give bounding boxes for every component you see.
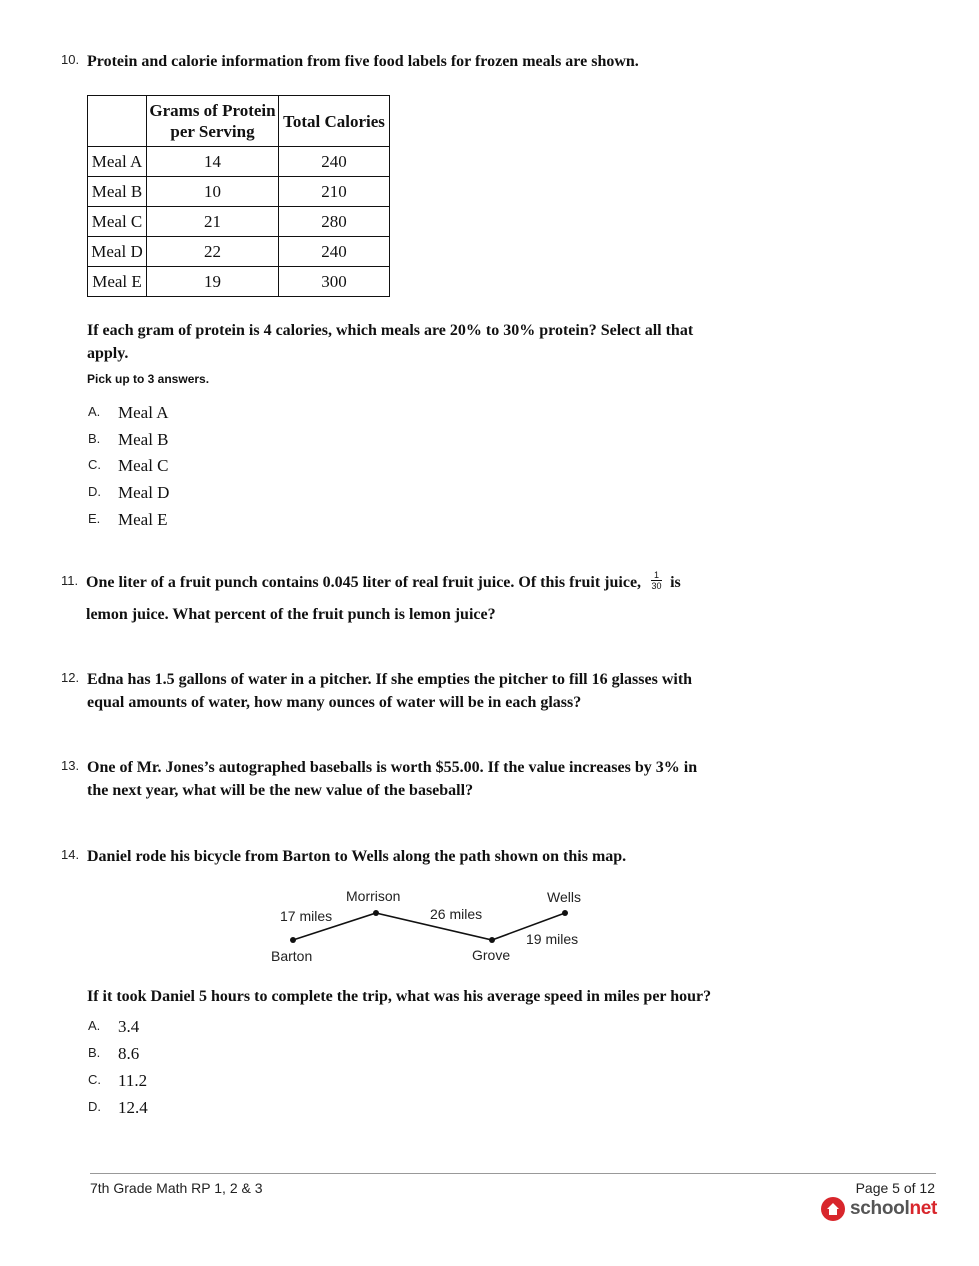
question-11-text-part1: One liter of a fruit punch contains 0.045 liter of real fruit juice. Of this fruit juice, xyxy=(86,574,642,591)
distance-grove-wells: 19 miles xyxy=(526,931,579,947)
table-header-calories: Total Calories xyxy=(279,96,390,147)
wells-point xyxy=(562,910,568,916)
town-barton: Barton xyxy=(271,948,313,964)
barton-point xyxy=(290,937,296,943)
option-letter: C. xyxy=(88,1072,101,1087)
morrison-point xyxy=(373,910,379,916)
logo-text-school: school xyxy=(850,1198,910,1219)
question-10-prompt-line1: If each gram of protein is 4 calories, which meals are 20% to 30% protein? Select all that xyxy=(87,322,694,339)
fraction-numerator: 1 xyxy=(651,570,662,581)
question-11-line1 xyxy=(86,571,681,594)
option-text: Meal B xyxy=(118,430,169,449)
table-cell-calories: 280 xyxy=(279,207,390,237)
table-cell-calories: 210 xyxy=(279,177,390,207)
town-grove: Grove xyxy=(472,947,511,963)
option-letter: E. xyxy=(88,511,101,526)
question-10-text: Protein and calorie information from five food labels for frozen meals are shown. xyxy=(87,53,639,70)
table-header-row xyxy=(88,96,390,147)
route-map xyxy=(260,880,600,970)
distance-morrison-grove: 26 miles xyxy=(430,906,483,922)
option-text: Meal E xyxy=(118,510,168,529)
table-cell-meal: Meal E xyxy=(88,267,147,297)
option-text: 12.4 xyxy=(118,1098,148,1117)
town-wells: Wells xyxy=(547,889,581,905)
table-header-protein-line1: Grams of Protein xyxy=(149,101,276,120)
footer-divider xyxy=(90,1173,936,1174)
table-row xyxy=(88,237,390,267)
question-14-text: Daniel rode his bicycle from Barton to Wells along the path shown on this map. xyxy=(87,848,627,865)
option-text: 11.2 xyxy=(118,1071,148,1090)
option-text: Meal D xyxy=(118,483,170,502)
question-12-line1: Edna has 1.5 gallons of water in a pitcher. If she empties the pitcher to fill 16 glasses with xyxy=(87,671,693,688)
option-letter: D. xyxy=(88,484,101,499)
option-letter: D. xyxy=(88,1099,101,1114)
question-10-number: 10. xyxy=(61,52,80,67)
table-header-empty xyxy=(88,96,147,147)
table-cell-meal: Meal B xyxy=(88,177,147,207)
answer-limit-hint: Pick up to 3 answers. xyxy=(87,372,210,386)
fraction-one-thirtieth xyxy=(651,570,662,591)
option-letter: A. xyxy=(88,1018,101,1033)
table-row xyxy=(88,267,390,297)
option-letter: C. xyxy=(88,457,101,472)
table-cell-meal: Meal A xyxy=(88,147,147,177)
question-11-line2: lemon juice. What percent of the fruit punch is lemon juice? xyxy=(86,606,496,623)
fraction-denominator: 30 xyxy=(651,580,662,591)
question-13-number: 13. xyxy=(61,758,80,773)
option-text: Meal A xyxy=(118,403,169,422)
table-cell-protein: 21 xyxy=(147,207,279,237)
table-cell-calories: 240 xyxy=(279,147,390,177)
option-letter: B. xyxy=(88,1045,101,1060)
option-text: 8.6 xyxy=(118,1044,140,1063)
question-13-line1: One of Mr. Jones’s autographed baseballs is worth $55.00. If the value increases by 3% in xyxy=(87,759,698,776)
table-cell-calories: 300 xyxy=(279,267,390,297)
question-11-text-part2: is xyxy=(670,574,681,591)
table-row xyxy=(88,177,390,207)
table-row xyxy=(88,147,390,177)
table-row xyxy=(88,207,390,237)
table-cell-meal: Meal D xyxy=(88,237,147,267)
table-cell-calories: 240 xyxy=(279,237,390,267)
table-cell-protein: 22 xyxy=(147,237,279,267)
logo-text-net: net xyxy=(909,1198,938,1219)
question-12-number: 12. xyxy=(61,670,80,685)
option-text: 3.4 xyxy=(118,1017,140,1036)
option-letter: A. xyxy=(88,404,101,419)
footer-page-number: Page 5 of 12 xyxy=(855,1180,935,1196)
question-14-prompt: If it took Daniel 5 hours to complete the trip, what was his average speed in miles per hour? xyxy=(87,988,712,1005)
question-12-line2: equal amounts of water, how many ounces of water will be in each glass? xyxy=(87,694,582,711)
table-cell-protein: 19 xyxy=(147,267,279,297)
table-header-protein xyxy=(147,96,279,147)
house-icon-glyph xyxy=(825,1201,841,1217)
route-path xyxy=(293,913,565,940)
table-cell-protein: 10 xyxy=(147,177,279,207)
schoolnet-logo xyxy=(821,1196,937,1222)
table-header-protein-line2: per Serving xyxy=(170,122,255,141)
question-10-prompt-line2: apply. xyxy=(87,345,129,362)
grove-point xyxy=(489,937,495,943)
town-morrison: Morrison xyxy=(346,888,401,904)
question-11-number: 11. xyxy=(61,573,79,588)
distance-barton-morrison: 17 miles xyxy=(280,908,333,924)
option-letter: B. xyxy=(88,431,101,446)
option-text: Meal C xyxy=(118,456,169,475)
question-13-line2: the next year, what will be the new value of the baseball? xyxy=(87,782,474,799)
table-cell-protein: 14 xyxy=(147,147,279,177)
house-icon xyxy=(821,1197,845,1221)
meal-table xyxy=(87,95,390,297)
question-14-number: 14. xyxy=(61,847,80,862)
table-cell-meal: Meal C xyxy=(88,207,147,237)
footer-course-title: 7th Grade Math RP 1, 2 & 3 xyxy=(90,1180,263,1196)
